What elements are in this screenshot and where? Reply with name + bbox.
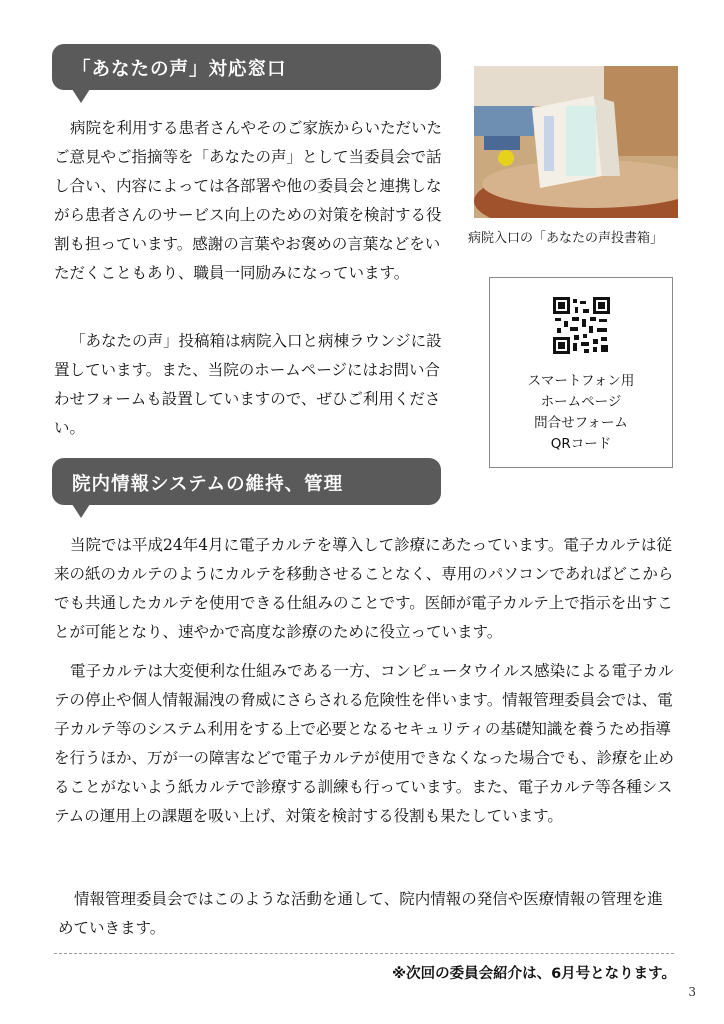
section1-paragraph-2: 「あなたの声」投稿箱は病院入口と病棟ラウンジに設置しています。また、当院のホームページにはお問い合わせフォームも設置していますので、ぜひご利用ください。	[54, 332, 442, 437]
section1-paragraph-1: 病院を利用する患者さんやそのご家族からいただいたご意見やご指摘等を「あなたの声」として当委員会で話し合い、内容によっては各部署や他の委員会と連携しながら患者さんのサービス向上のための対策を検討する役割も担っています。感謝の言葉やお褒めの言葉などをいただくこともあり、職員一同励みになっています。	[54, 119, 443, 282]
section2-heading-bubble	[52, 458, 441, 505]
qr-caption-line-4: QRコード	[550, 436, 612, 452]
section2-paragraph-3: 情報管理委員会ではこのような活動を通して、院内情報の発信や医療情報の管理を進めていきます。	[58, 890, 663, 937]
footer-divider	[54, 953, 674, 954]
bubble-tail	[72, 504, 90, 518]
section2-heading: 院内情報システムの維持、管理	[72, 474, 344, 495]
section1-heading: 「あなたの声」対応窓口	[72, 59, 287, 80]
section1-heading-bubble	[52, 44, 441, 90]
page-number: 3	[688, 985, 696, 999]
section2-paragraph-2: 電子カルテは大変便利な仕組みである一方、コンピュータウイルス感染による電子カルテの停止や個人情報漏洩の脅威にさらされる危険性を伴います。情報管理委員会では、電子カルテ等のシステム利用をする上で必要となるセキュリティの基礎知識を養うため指導を行うほか、万が一の障害などで電子カルテが使用できなくなった場合でも、診療を止めることがないよう紙カルテで診療する訓練も行っています。また、電子カルテ等各種システムの運用上の課題を吸い上げ、対策を検討する役割も果たしています。	[54, 662, 675, 825]
section2-paragraph-1: 当院では平成24年4月に電子カルテを導入して診療にあたっています。電子カルテは従来の紙のカルテのようにカルテを移動させることなく、専用のパソコンであればどこからでも共通したカルテを使用できる仕組みのことです。医師が電子カルテ上で指示を出すことが可能となり、速やかで高度な診療のために役立っています。	[54, 536, 674, 641]
qr-caption-line-3: 問合せフォーム	[534, 415, 628, 431]
qr-code[interactable]	[553, 297, 610, 354]
next-issue-note: ※次回の委員会紹介は、6月号となります。	[391, 966, 676, 982]
bubble-tail	[72, 89, 90, 103]
qr-caption-line-2: ホームページ	[540, 394, 622, 410]
qr-caption-line-1: スマートフォン用	[527, 373, 635, 389]
photo-caption: 病院入口の「あなたの声投書箱」	[468, 231, 664, 246]
suggestion-box-photo	[474, 66, 678, 218]
suggestion-box-illustration	[474, 66, 678, 218]
qr-code-box	[489, 277, 673, 468]
